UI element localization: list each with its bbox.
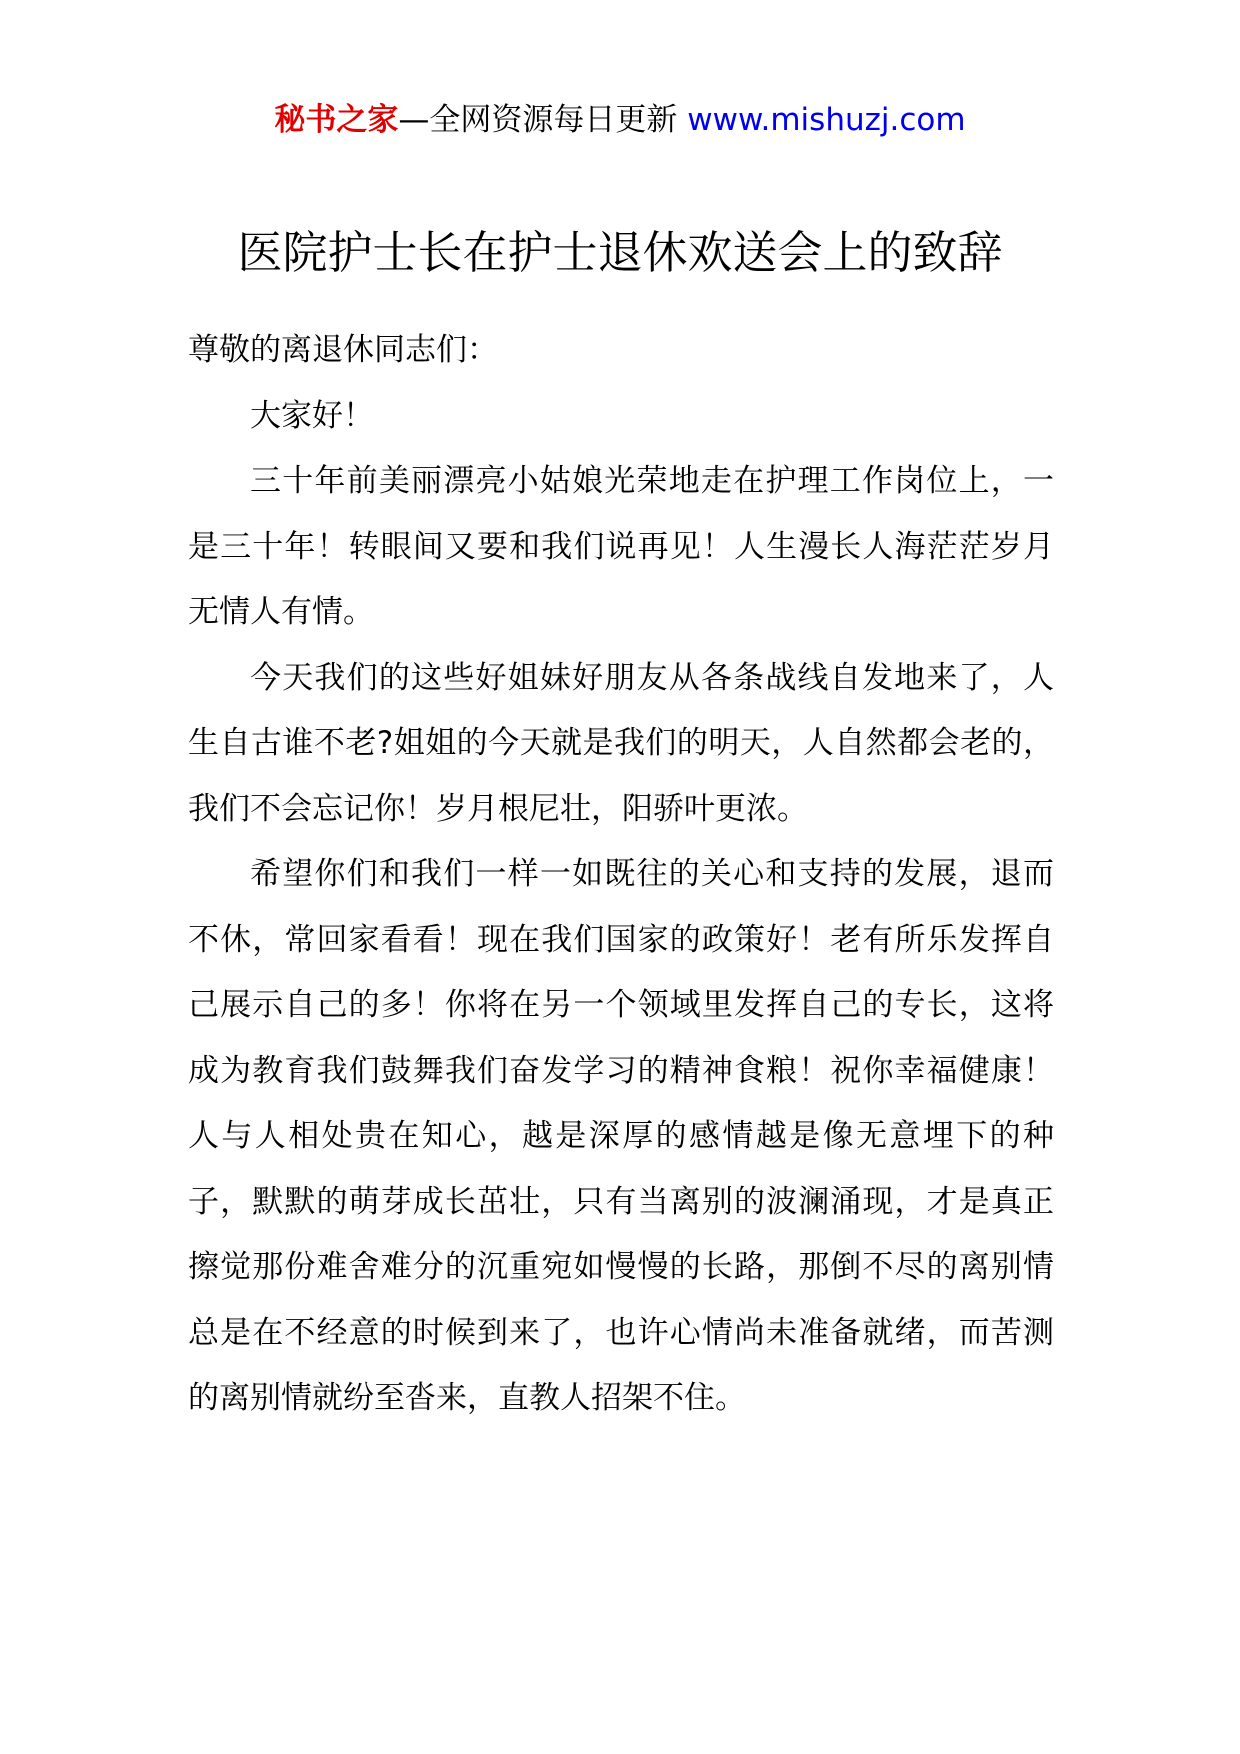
- brand-name: 秘书之家: [274, 102, 399, 138]
- document-body: [188, 318, 1054, 1432]
- paragraph-2: 今天我们的这些好姐妹好朋友从各条战线自发地来了，人生自古谁不老?姐姐的今天就是我们的明天，人自然都会老的，我们不会忘记你！岁月根尼壮，阳骄叶更浓。: [188, 659, 1054, 827]
- salutation: 尊敬的离退休同志们：: [188, 332, 498, 368]
- paragraph-greeting: 大家好！: [250, 397, 374, 434]
- paragraph-1: 三十年前美丽漂亮小姑娘光荣地走在护理工作岗位上，一是三十年！转眼间又要和我们说再见！人生漫长人海茫茫岁月无情人有情。: [188, 463, 1054, 630]
- paragraph-3: 希望你们和我们一样一如既往的关心和支持的发展，退而不休，常回家看看！现在我们国家的政策好！老有所乐发挥自己展示自己的多！你将在另一个领域里发挥自己的专长，这将成为教育我们鼓舞我们奋发学习的精神食粮！祝你幸福健康！人与人相处贵在知心，越是深厚的感情越是像无意埋下的种子，默默的萌芽成长茁壮，只有当离别的波澜涌现，才是真正擦觉那份难舍难分的沉重宛如慢慢的长路，那倒不尽的离别情总是在不经意的时候到来了，也许心情尚未准备就绪，而苦测的离别情就纷至沓来，直教人招架不住。: [188, 856, 1054, 1416]
- site-url-link[interactable]: www.mishuzj.com: [687, 102, 966, 138]
- document-title: 医院护士长在护士退休欢送会上的致辞: [237, 226, 1003, 279]
- site-header: [0, 98, 1240, 142]
- header-tagline: —全网资源每日更新: [398, 102, 688, 138]
